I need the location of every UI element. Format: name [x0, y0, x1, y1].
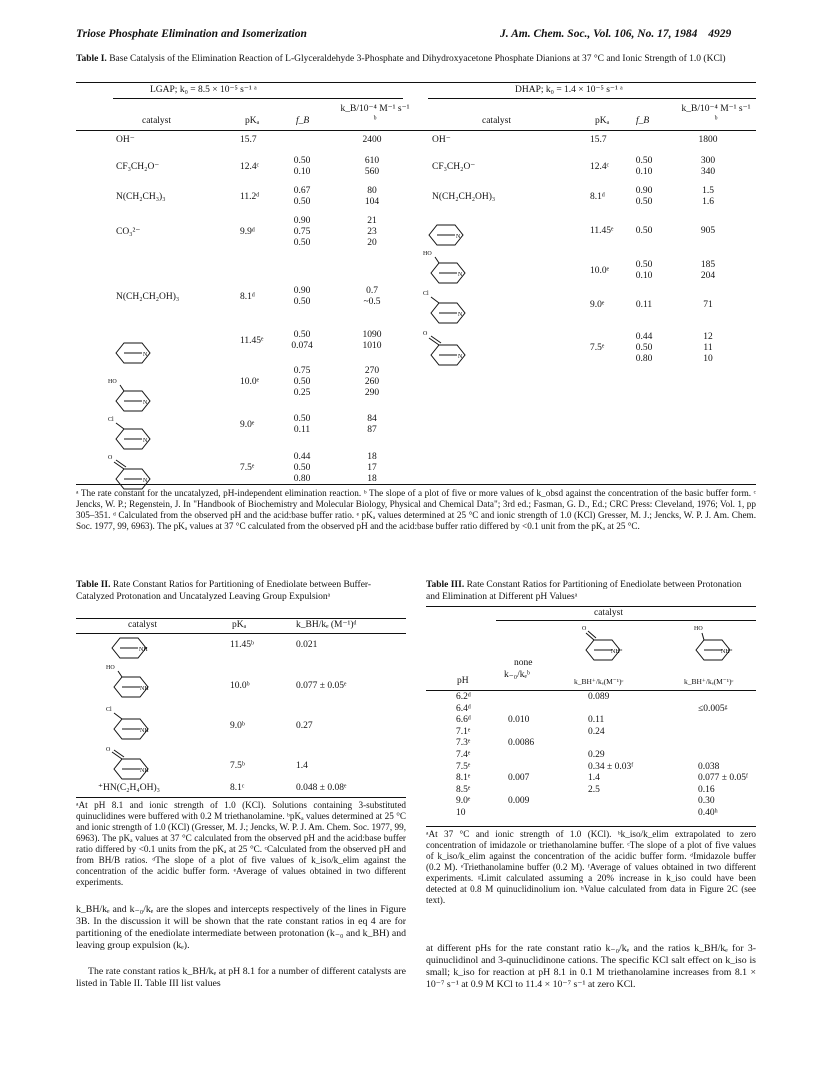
table1-lgap-header: LGAP; k₀ = 8.5 × 10⁻⁵ s⁻¹ ᵃ [150, 85, 257, 95]
t1-lgap-pka: 11.45ᵉ [240, 335, 264, 346]
svg-text:N: N [458, 312, 463, 318]
t2-quinuclidinium-structure [108, 634, 154, 662]
t3-ph: 6.6ᵈ [456, 715, 471, 726]
t3-col-a-value: 0.089 [588, 692, 610, 702]
dhap-chloroquinuclidine-structure [423, 288, 471, 328]
table1-dhap-header: DHAP; k₀ = 1.4 × 10⁻⁵ s⁻¹ ᵃ [515, 85, 623, 95]
t1-lgap-fb-value: 0.80 [293, 474, 311, 484]
t1-dhap-fb [624, 300, 664, 311]
t1-dhap-fb [624, 226, 664, 237]
t2-ratio: 0.048 ± 0.08ᵉ [296, 783, 347, 793]
svg-text:HO: HO [423, 251, 432, 257]
t2-catalyst: ⁺HN(C₂H₄OH)₃ [98, 783, 160, 793]
t1-lgap-fb-value: 0.11 [293, 425, 311, 435]
svg-text:HO: HO [106, 665, 115, 671]
t2-pka: 11.45ᵇ [230, 640, 254, 650]
t1-lgap-kb-value: 80 [367, 186, 377, 196]
t3-quinuclidinol-structure [688, 622, 744, 666]
t3-none: 0.009 [508, 796, 530, 807]
t1-lgap-fb [282, 216, 322, 249]
t1-dhap-fb [624, 156, 664, 178]
t1-lgap-fb-value: 0.50 [293, 330, 311, 340]
t1-dhap-pka: 11.45ᵉ [590, 226, 614, 236]
t1-dhap-kb-value: 71 [703, 300, 713, 310]
t1-lgap-kb-value: 610 [364, 156, 380, 166]
t1-lgap-fb-value: 0.90 [293, 286, 311, 296]
t1-lgap-catalyst: OH⁻ [116, 135, 135, 145]
svg-text:NH: NH [140, 768, 149, 774]
t1-dhap-fb-value: 0.10 [635, 167, 653, 177]
t2-ratio: 1.4 [296, 761, 308, 771]
t1-dhap-fb-value: 0.50 [635, 343, 653, 353]
t1-lgap-pka: 8.1ᵈ [240, 291, 255, 302]
t1-lgap-fb-value: 0.90 [293, 216, 311, 226]
t1-lgap-kb [352, 216, 392, 249]
t3-col-a-value: 0.11 [588, 715, 605, 726]
svg-text:N: N [458, 272, 463, 278]
t1-lgap-kb [352, 156, 392, 178]
t1-lgap-fb-value: 0.50 [293, 463, 311, 473]
journal-citation [500, 28, 731, 40]
t3-ph: 8.1ᵉ [456, 773, 471, 784]
t3-none: 0.007 [508, 773, 530, 784]
t2-chloroquinuclidine-structure [106, 704, 156, 744]
t3-col-b: k_BH⁺/kₑ(M⁻¹)ᶜ [684, 677, 734, 686]
t1-dhap-fb [624, 332, 664, 365]
t1-dhap-kb [688, 186, 728, 208]
t1-lgap-fb-value: 0.50 [293, 377, 311, 387]
t3-col-a-value: 0.29 [588, 750, 605, 760]
t1-lgap-catalyst: CO₃²⁻ [116, 227, 141, 237]
body-left-p1: k_BH/kₑ and k₋₀/kₑ are the slopes and intercepts respectively of the lines in Figure 3B. In the discussion it will be shown that the rate constant ratios in eq 4 are for partitioning of the enediolate intermediate between protonation (k₋₀ and k_BH) and leaving group expulsion (kₑ). [76, 904, 406, 951]
t1-lgap-kb-value: 260 [364, 377, 380, 387]
svg-text:Cl: Cl [106, 707, 112, 713]
quinuclidine-structure [112, 338, 154, 368]
t1-dhap-kb-value: 10 [703, 354, 713, 364]
t1-lgap-fb-value: 0.67 [293, 186, 311, 196]
t3-col-a-value: 2.5 [588, 784, 600, 795]
t2-quinuclidinol-structure [106, 662, 156, 702]
t3-col-a-value: 0.24 [588, 726, 605, 737]
t1-lgap-kb-value: 20 [367, 238, 377, 248]
t1-dhap-kb [688, 156, 728, 178]
t1-lgap-col-fb: f_B [296, 116, 310, 126]
quinuclidinol-structure [108, 376, 156, 416]
table1-dhap-rule [428, 98, 756, 99]
t1-lgap-catalyst: N(CH₂CH₃)₃ [116, 191, 166, 202]
t1-lgap-kb-value: 560 [364, 167, 380, 177]
table1-caption [76, 54, 756, 66]
t2-ratio: 0.27 [296, 721, 313, 731]
t1-lgap-fb-value: 0.50 [293, 297, 311, 307]
t3-ph: 7.1ᵉ [456, 726, 471, 737]
svg-text:Cl: Cl [108, 417, 114, 423]
t3-col-ph: pH [457, 676, 469, 686]
t2-pka: 7.5ᵇ [230, 761, 245, 771]
svg-text:Cl: Cl [423, 291, 429, 297]
t1-lgap-catalyst: N(CH₂CH₂OH)₃ [116, 291, 180, 302]
table1-lgap-rule [113, 98, 403, 99]
t1-lgap-catalyst: CF₃CH₂O⁻ [116, 161, 160, 172]
t1-dhap-kb [688, 332, 728, 365]
t1-lgap-fb-value: 0.50 [293, 238, 311, 248]
t1-lgap-col-kb: k_B/10⁻⁴ M⁻¹ s⁻¹ ᵇ [340, 104, 410, 125]
table3-top-rule [426, 606, 756, 607]
table3-caption [426, 580, 756, 603]
t3-ph: 7.4ᵉ [456, 750, 471, 760]
t1-lgap-fb [282, 452, 322, 485]
t1-lgap-col-pka: pKₐ [245, 116, 260, 126]
t1-dhap-kb-value: 340 [700, 167, 716, 177]
t1-lgap-kb [352, 286, 392, 308]
svg-text:N: N [456, 234, 461, 240]
t3-none: 0.010 [508, 715, 530, 726]
t2-col-pka: pKₐ [232, 620, 247, 630]
t2-ratio: 0.077 ± 0.05ᵉ [296, 681, 347, 691]
t2-pka: 8.1ᶜ [230, 783, 245, 793]
table2-caption [76, 580, 406, 603]
t1-lgap-kb-value: 21 [367, 216, 377, 226]
svg-text:O: O [106, 747, 111, 753]
table1-header-rule [76, 130, 756, 131]
t1-dhap-kb-value: 1800 [698, 135, 718, 145]
t1-lgap-kb-value: 290 [364, 388, 380, 398]
t1-dhap-col-pka: pKₐ [595, 116, 610, 126]
t1-dhap-pka: 7.5ᵉ [590, 343, 605, 353]
t2-pka: 9.0ᵇ [230, 721, 245, 731]
t1-dhap-kb-value: 1.6 [702, 197, 714, 207]
t3-none: 0.0086 [508, 738, 535, 749]
svg-text:NH: NH [140, 686, 149, 692]
table1-top-rule [76, 82, 756, 83]
t1-dhap-kb [688, 135, 728, 146]
svg-text:N: N [143, 478, 148, 484]
table2-bottom-rule [76, 797, 406, 798]
t3-col-b-value: 0.038 [698, 761, 720, 772]
svg-text:O: O [582, 626, 587, 632]
t1-lgap-fb-value: 0.074 [291, 341, 313, 351]
t1-lgap-fb-value: 0.75 [293, 227, 311, 237]
t1-dhap-col-catalyst: catalyst [482, 116, 512, 126]
t2-quinuclidinone-structure [106, 744, 156, 784]
t1-dhap-kb [688, 300, 728, 311]
t3-col-a-value: 1.4 [588, 773, 600, 784]
t1-lgap-kb [352, 366, 392, 399]
table2-caption-text: Rate Constant Ratios for Partitioning of Enediolate between Buffer-Catalyzed Protonation and Uncatalyzed Leaving Group Expulsionᵃ [76, 580, 372, 602]
t1-lgap-pka: 7.5ᵉ [240, 463, 255, 473]
table3-caption-text: Rate Constant Ratios for Partitioning of Enediolate between Protonation and Elimination at Different pH Valuesᵃ [426, 580, 742, 602]
table2-footnote: ᵃAt pH 8.1 and ionic strength of 1.0 (KCl). Solutions containing 3-substituted quinuclidines were buffered with 0.2 M triethanolamine. ᵇpKₐ values determined at 25 °C and ionic strength of 1.0 (KCl) (Gresser, M. J.; Jencks, W. P. J. Am. Chem. Soc. 1977, 99, 6963). The pKₐ values at 37 °C calculated from the observed pH and the acid:base buffer ratio differed by <0.1 units from the pKₐ at 25 °C. ᶜCalculated from the observed pH and from BH/B ratios. ᵈThe slope of a plot of five values of k_iso/k_elim against the concentration of the acidic buffer form. ᵉAverage of values obtained in two different experiments. [76, 800, 406, 887]
table1-bottom-rule [76, 484, 756, 485]
t2-pka: 10.0ᵇ [230, 681, 250, 691]
t1-lgap-kb-value: 18 [367, 474, 377, 484]
svg-text:O: O [108, 455, 113, 461]
svg-text:N: N [143, 352, 148, 358]
t1-lgap-kb-value: 104 [364, 197, 380, 207]
t1-lgap-pka: 9.0ᵉ [240, 419, 255, 430]
t1-lgap-pka: 10.0ᵉ [240, 377, 260, 387]
t1-dhap-fb-value: 0.50 [635, 156, 653, 166]
t1-lgap-col-catalyst: catalyst [142, 116, 172, 126]
t1-lgap-kb-value: 84 [367, 414, 377, 424]
t1-dhap-fb-value: 0.11 [635, 300, 653, 310]
t1-dhap-fb-value: 0.90 [635, 186, 653, 196]
t2-col-ratio: k_BH/kₑ (M⁻¹)ᵈ [296, 620, 357, 630]
t1-lgap-pka: 15.7 [240, 135, 257, 145]
t1-dhap-pka: 9.0ᵉ [590, 300, 605, 310]
t1-dhap-fb-value: 0.50 [635, 197, 653, 207]
t3-col-a-value: 0.34 ± 0.03ᶠ [588, 761, 634, 772]
t1-lgap-kb [352, 135, 392, 146]
t3-ph: 6.4ᵈ [456, 703, 471, 714]
table2-top-rule [76, 618, 406, 619]
svg-text:NH⁺: NH⁺ [721, 649, 733, 655]
svg-text:N: N [143, 438, 148, 444]
t1-dhap-fb-value: 0.10 [635, 271, 653, 281]
table3-label: Table III. [426, 580, 465, 590]
table1-caption-text: Base Catalysis of the Elimination Reaction of L-Glyceraldehyde 3-Phosphate and Dihydroxyacetone Phosphate Dianions at 37 °C and Ionic Strength of 1.0 (KCl) [109, 54, 726, 64]
t1-dhap-pka: 12.4ᶜ [590, 161, 610, 172]
t1-dhap-fb-value: 0.80 [635, 354, 653, 364]
svg-text:NH: NH [140, 728, 149, 734]
t1-lgap-kb-value: ~0.5 [363, 297, 381, 307]
table3-bottom-rule [426, 826, 756, 827]
t1-dhap-fb-value: 0.50 [635, 226, 653, 236]
t1-dhap-kb-value: 1.5 [702, 186, 714, 196]
journal-citation-text: J. Am. Chem. Soc., Vol. 106, No. 17, 1984 [500, 28, 698, 40]
t1-lgap-kb-value: 1010 [362, 341, 382, 351]
t1-dhap-col-fb: f_B [636, 116, 650, 126]
t3-col-none-1: none [514, 658, 533, 668]
table1-label: Table I. [76, 54, 107, 64]
page-number: 4929 [708, 28, 732, 40]
t1-lgap-kb-value: 1090 [362, 330, 382, 340]
t1-lgap-fb-value: 0.10 [293, 167, 311, 177]
t1-dhap-kb-value: 300 [700, 156, 716, 166]
t2-ratio: 0.021 [296, 640, 318, 650]
svg-text:N: N [143, 400, 148, 406]
dhap-quinuclidine-structure [425, 220, 467, 250]
svg-text:HO: HO [108, 379, 117, 385]
t1-lgap-kb-value: 0.7 [366, 286, 378, 296]
t1-lgap-kb [352, 330, 392, 352]
dhap-quinuclidinol-structure [423, 248, 471, 288]
table3-footnote: ᵃAt 37 °C and ionic strength of 1.0 (KCl). ᵇk_iso/k_elim extrapolated to zero concentration of imidazole or triethanolamine buffer. ᶜThe slope of a plot of five values of k_iso/k_elim against the concentration of the acidic buffer form. ᵈImidazole buffer (0.2 M). ᵉTriethanolamine buffer (0.2 M). ᶠAverage of values obtained in two different experiments. ᵍLimit calculated assuming a 20% increase in k_iso could have been detected at 0.8 M quinuclidinolium ion. ʰValue calculated from data in Figure 2C (see text). [426, 829, 756, 905]
t1-dhap-fb-value: 0.44 [635, 332, 653, 342]
t1-dhap-kb-value: 12 [703, 332, 713, 342]
t1-dhap-pka: 10.0ᵉ [590, 265, 610, 276]
svg-text:NH⁺: NH⁺ [611, 649, 623, 655]
table3-group-rule [496, 620, 756, 621]
t1-lgap-kb [352, 186, 392, 208]
t1-dhap-fb [624, 186, 664, 208]
table1-footnote: ᵃ The rate constant for the uncatalyzed, pH-independent elimination reaction. ᵇ The slope of a plot of five or more values of k_obsd against the concentration of the basic buffer form. ᶜ Jencks, W. P.; Regenstein, J. In "Handbook of Biochemistry and Molecular Biology, Physical and Chemical Data"; 3rd ed.; Fasman, G. D., Ed.; CRC Press: Cleveland, 1976; Vol. 1, pp 305–351. ᵈ Calculated from the observed pH and the acid:base buffer ratio. ᵉ pKₐ values determined at 25 °C and ionic strength of 1.0 (KCl) Gresser, M. J.; Jencks, W. P. J. Am. Chem. Soc. 1977, 99, 6963). The pKₐ values at 37 °C calculated from the observed pH and the acid:base buffer ratio differed by <0.1 unit from the pKₐ at 25 °C. [76, 488, 756, 531]
t1-lgap-kb-value: 23 [367, 227, 377, 237]
body-right-p1: at different pHs for the rate constant ratio k₋₀/kₑ and the ratios k_BH/kₑ for 3-quinuclidinol and 3-quinuclidinone cations. The specific KCl salt effect on k_iso is small; k_iso for reaction at pH 8.1 in 0.1 M triethanolamine increases from 8.1 × 10⁻⁷ s⁻¹ at 0.9 M KCl to 11.4 × 10⁻⁷ s⁻¹ at zero KCl. [426, 943, 756, 990]
dhap-quinuclidinone-structure [423, 328, 471, 370]
t3-col-b-value: 0.16 [698, 784, 715, 795]
t1-lgap-fb [282, 156, 322, 178]
t1-dhap-kb-value: 905 [700, 226, 716, 236]
t3-ph: 7.3ᵉ [456, 738, 471, 749]
t1-dhap-catalyst: N(CH₂CH₂OH)₃ [432, 191, 496, 202]
chloroquinuclidine-structure [108, 414, 156, 454]
t3-ph: 6.2ᵈ [456, 692, 471, 702]
t1-lgap-fb-value: 0.25 [293, 388, 311, 398]
t1-lgap-kb-value: 17 [367, 463, 377, 473]
t1-lgap-fb [282, 286, 322, 308]
t1-lgap-fb [282, 366, 322, 399]
t1-dhap-pka: 15.7 [590, 135, 607, 145]
t1-lgap-kb-value: 87 [367, 425, 377, 435]
t1-dhap-fb-value: 0.50 [635, 260, 653, 270]
t1-lgap-pka: 12.4ᶜ [240, 161, 260, 172]
table2-label: Table II. [76, 580, 111, 590]
t1-lgap-fb [282, 414, 322, 436]
t1-lgap-kb [352, 452, 392, 485]
t3-group-header: catalyst [594, 608, 624, 618]
t1-lgap-kb [352, 414, 392, 436]
t1-dhap-kb-value: 204 [700, 271, 716, 281]
t3-col-a: k_BH⁺/kₑ(M⁻¹)ᶜ [574, 677, 624, 686]
svg-text:N: N [458, 354, 463, 360]
t1-lgap-fb [282, 330, 322, 352]
t1-dhap-kb [688, 260, 728, 282]
t3-ph: 10 [456, 808, 466, 818]
t1-dhap-fb [624, 260, 664, 282]
t3-quinuclidinone-structure [578, 622, 630, 666]
t1-dhap-kb-value: 185 [700, 260, 716, 270]
t1-dhap-kb-value: 11 [703, 343, 713, 353]
t1-dhap-col-kb: k_B/10⁻⁴ M⁻¹ s⁻¹ ᵇ [681, 104, 751, 125]
t3-col-b-value: 0.40ʰ [698, 808, 718, 818]
t1-lgap-fb-value: 0.50 [293, 156, 311, 166]
svg-text:NH: NH [139, 647, 148, 653]
t1-dhap-catalyst: CF₃CH₂O⁻ [432, 161, 476, 172]
t1-dhap-pka: 8.1ᵈ [590, 191, 605, 202]
t3-ph: 9.0ᵉ [456, 796, 471, 807]
svg-text:HO: HO [694, 626, 703, 632]
table3-header-rule [426, 690, 756, 691]
t1-lgap-pka: 9.9ᵈ [240, 227, 255, 237]
t1-lgap-pka: 11.2ᵈ [240, 191, 260, 202]
t3-col-b-value: ≤0.005ᵍ [698, 703, 728, 714]
t1-lgap-fb [282, 186, 322, 208]
t3-ph: 8.5ᵉ [456, 784, 471, 795]
t2-col-catalyst: catalyst [128, 620, 158, 630]
t1-lgap-kb-value: 18 [367, 452, 377, 462]
t1-lgap-kb-value: 2400 [362, 135, 382, 145]
t3-ph: 7.5ᵉ [456, 761, 471, 772]
t1-lgap-fb-value: 0.75 [293, 366, 311, 376]
t1-dhap-kb [688, 226, 728, 237]
svg-text:O: O [423, 331, 428, 337]
body-left-p2: The rate constant ratios k_BH/kₑ at pH 8.1 for a number of different catalysts are listed in Table II. Table III list values [76, 966, 406, 989]
t1-lgap-fb-value: 0.50 [293, 414, 311, 424]
t3-col-b-value: 0.30 [698, 796, 715, 807]
t1-lgap-kb-value: 270 [364, 366, 380, 376]
t1-dhap-catalyst: OH⁻ [432, 135, 451, 145]
t3-col-none-2: k₋₀/kₑᵇ [504, 670, 530, 680]
t3-col-b-value: 0.077 ± 0.05ᶠ [698, 773, 748, 784]
running-title: Triose Phosphate Elimination and Isomerization [76, 28, 307, 40]
t1-lgap-fb-value: 0.44 [293, 452, 311, 462]
t1-lgap-fb-value: 0.50 [293, 197, 311, 207]
